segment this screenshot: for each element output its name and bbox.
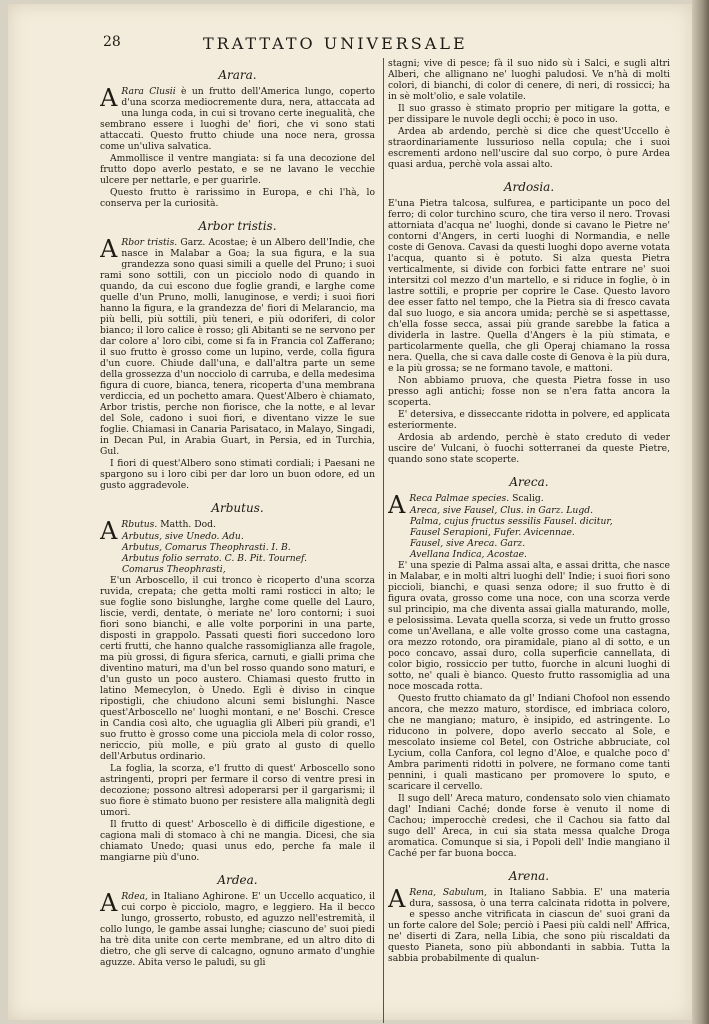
arbor-tristis-paragraph: I fiori di quest'Albero sono stimati cordiali; i Paesani ne spargono su i loro cibi per dar loro un buon odore, ed un gusto aggradevole. bbox=[100, 458, 375, 491]
entry-title-ardea: Ardea. bbox=[217, 873, 258, 887]
arbutus-synonym: Comarus Theophrasti, bbox=[122, 564, 226, 575]
arara-paragraph: Questo frutto è rarissimo in Europa, e chi l'hà, lo conserva per la curiosità. bbox=[100, 187, 375, 209]
left-column bbox=[100, 58, 375, 969]
entry-title-arbor-tristis: Arbor tristis. bbox=[198, 219, 277, 233]
entry-title-arara: Arara. bbox=[218, 68, 257, 82]
arara-paragraph: Ammollisce il ventre mangiata: si fa una decozione del frutto dopo averlo pestato, e se ne lavano le vecchie ulcere per nettarle, e per guarirle. bbox=[100, 153, 375, 186]
areca-synonym: Fausel Serapioni, Fufer. Avicennae. bbox=[410, 527, 575, 538]
arbutus-paragraph: Il frutto di quest' Arboscello è di difficile digestione, e cagiona mali di stomaco à chi ne mangia. Dicesi, che sia chiamato Unedo; quasi unus edo, perche fa male il mangiarne più d'uno. bbox=[100, 819, 375, 863]
ardea-continued-paragraph: Ardea ab ardendo, perchè si dice che quest'Uccello è straordinariamente lussurioso nella copula; che i suoi escrementi ardono nell'uscire dal suo corpo, ò pure Ardea quasi ardua, perchè vola assai alto. bbox=[388, 126, 670, 170]
drop-cap: A bbox=[388, 885, 406, 913]
entry-title-ardosia: Ardosia. bbox=[503, 180, 555, 194]
page-number: 28 bbox=[103, 34, 121, 50]
ardea-continued-paragraph: Il suo grasso è stimato proprio per mitigare la gotta, e per dissipare le nuvole degli occhi; è poco in uso. bbox=[388, 103, 670, 125]
areca-synonym: Areca, sive Fausel, Clus. in Garz. Lugd. bbox=[410, 505, 594, 516]
areca-synonym: Palma, cujus fructus sessilis Fausel. dicitur, bbox=[410, 516, 613, 527]
arbutus-paragraph: E'un Arboscello, il cui tronco è ricoperto d'una scorza ruvida, crepata; che getta molti rami rosticci in alto; le sue foglie sono bislunghe, larghe come quelle del Lauro, liscie, verdi, dentate, ò meriate ne' loro contorni; i suoi fiori sono bianchi, e alle volte porporini in una parte, disposti in grappolo. Passati questi fiori succedono loro certi frutti, che hanno qualche rassomiglianza alle fragole, ma più grossi, di figura sferica, carnuti, e gialli prima che diventino maturi, ma d'un bel rosso quando sono maturi, e d'un gusto un poco austero. Chiamasi questo frutto in latino Memecylon, ò Unedo. Egli è diviso in cinque ripostigli, che chiudono alcuni semi bislunghi. Nasce quest'Arboscello ne' luoghi montani, e ne' Boschi. Cresce in Candia così alto, che uguaglia gli Alberi più grandi, e'l suo frutto è grosso come una picciola mela di color rosso, nericcio, più molle, e più grato al gusto di quello dell'Arbutus ordinario. bbox=[100, 575, 375, 762]
ardosia-paragraph: Ardosia ab ardendo, perchè è stato creduto di veder uscire de' Vulcani, ò fuochi sotterranei da queste Pietre, quando sono state scoperte. bbox=[388, 432, 670, 465]
column-rule bbox=[383, 58, 384, 1023]
entry-title-arbutus: Arbutus. bbox=[211, 501, 264, 515]
arbutus-synonym: A Rbutus. Matth. Dod. bbox=[100, 517, 216, 545]
arbor-tristis-paragraph: A Rbor tristis. Garz. Acostae; è un Albero dell'Indie, che nasce in Malabar a Goa; la sua figura, e la sua grandezza sono quasi simili a quelle del Pruno; i suoi rami sono sottili, con un picciolo nodo di quando in quando, da cui escono due foglie grandi, e larghe come quelle d'un Pruno, molli, lanuginose, e verdi; i suoi fiori hanno la figura, e la grandezza de' fiori di Melarancio, ma più belli, più sottili, più teneri, e più odoriferi, di color bianco; il loro calice è rosso; gli Abitanti se ne servono per dar colore a' loro cibi, come si fa in Francia col Zafferano; il suo frutto è grosso come un lupino, verde, colla figura d'un cuore. Chiude dall'una, e dall'altra parte un seme della grossezza d'un nocciolo di carruba, e della medesima figura di cuore, bianca, tenera, ricoperta d'una membrana verdiccia, ed un pochetto amara. Quest'Albero è chiamato, Arbor tristis, perche non fiorisce, che la notte, e al levar del Sole, cadono i suoi fiori, e diventano vizze le sue foglie. Chiamasi in Canaria Parisataco, in Malayo, Singadi, in Decan Pul, in Arabia Guart, in Persia, ed in Turchia, Gul. bbox=[100, 235, 375, 457]
ardea-continued-paragraph: stagni; vive di pesce; fà il suo nido sù i Salci, e sugli altri Alberi, che allignano ne' luoghi paludosi. Ve n'hà di molti colori, di bianchi, di color di cenere, di neri, di rossicci; ha in sè molt'olio, e sale volatile. bbox=[388, 58, 670, 102]
areca-paragraph: Il sugo dell' Areca maturo, condensato solo vien chiamato dagl' Indiani Caché; donde forse è venuto il nome di Cachou; imperocchè credesi, che il Cachou sia fatto dal sugo dell' Areca, in cui sia stata messa qualche Droga aromatica. Comunque si sia, i Popoli dell' Indie mangiano il Caché per far buona bocca. bbox=[388, 793, 670, 859]
areca-paragraph: E' una spezie di Palma assai alta, e assai dritta, che nasce in Malabar, e in molti altri luoghi dell' Indie; i suoi fiori sono piccioli, bianchi, e quasi senza odore; il suo frutto è di figura ovata, grosso come una noce, con una scorza verde sul principio, ma che diventa assai gialla maturando, molle, e pelosissima. Levata quella scorza, si vede un frutto grosso come un'Avellana, e alle volte grosso come una castagna, ora mezzo rotondo, ora piramidale, piano al di sotto, e un poco concavo, assai duro, colla superficie cannellata, di color bigio, rossiccio per tutto, fuorche in alcuni luoghi di sotto, ne' quali è bianco. Questo frutto rassomiglia ad una noce moscada rotta. bbox=[388, 560, 670, 692]
ardea-paragraph: A Rdea, in Italiano Aghirone. E' un Uccello acquatico, il cui corpo è picciolo, magro, e leggiero. Ha il becco lungo, grosserto, robusto, ed aguzzo nell'estremità, il collo lungo, le gambe assai lunghe; ciascuno de' suoi piedi ha trè dita unite con certe membrane, ed un altro dito di dietro, che gli serve di calcagno, ognuno armato d'unghie aguzze. Abita verso le paludi, su gli bbox=[100, 889, 375, 968]
arena-paragraph: A Rena, Sabulum, in Italiano Sabbia. E' una materia dura, sassosa, ò una terra calcinata ridotta in polvere, e spesso anche vitrificata in ciascun de' suoi grani da un forte calore del Sole; perciò i Paesi più caldi nell' Affrica, ne' diserti di Zara, nella Libia, che sono più riscaldati da questo Pianeta, sono più abbondanti in sabbia. Tutta la sabbia probabilmente di qualun- bbox=[388, 885, 670, 964]
page-header bbox=[103, 34, 622, 54]
entry-title-areca: Areca. bbox=[509, 475, 549, 489]
drop-cap: A bbox=[100, 889, 118, 917]
drop-cap: A bbox=[100, 84, 118, 112]
arbutus-synonym: Arbutus, sive Unedo. Adu. bbox=[122, 531, 244, 542]
ardosia-paragraph: E'una Pietra talcosa, sulfurea, e participante un poco del ferro; di color turchino scuro, che tira verso il nero. Trovasi attorniata d'acqua ne' luoghi, donde si cavano le Pietre ne' contorni d'Angers, in certi luoghi di Normandia, e nelle coste di Genova. Cavasi da questi luoghi dopo averne votata l'acqua, quanto si è potuto. Si alza questa Pietra verticalmente, si divide con forbici fatte entrare ne' suoi intersitzi col mezzo d'un martello, e si riduce in foglie, ò in lastre sottili, e proprie per coprire le Case. Questo lavoro dee esser fatto nel tempo, che la Pietra sia di fresco cavata dal suo luogo, e sia ancora umida; perchè se si aspettasse, ch'ella fosse secca, assai più grande sarebbe la fatica a dividerla in lastre. Quella d'Angers è la più stimata, e particolarmente quella, che gli Operaj chiamano la rossa nera. Quella, che si cava dalle coste di Genova è la più dura, e la più grossa; se ne formano tavole, e mattoni. bbox=[388, 198, 670, 374]
areca-synonym: A Reca Palmae species. Scalig. bbox=[388, 491, 544, 519]
ardosia-paragraph: Non abbiamo pruova, che questa Pietra fosse in uso presso agli antichi; fosse non se n'era fatta ancora la scoperta. bbox=[388, 375, 670, 408]
areca-synonym: Fausel, sive Areca. Garz. bbox=[410, 538, 526, 549]
areca-synonym: Avellana Indica, Acostae. bbox=[410, 549, 527, 560]
right-column bbox=[388, 58, 670, 965]
areca-paragraph: Questo frutto chiamato da gl' Indiani Chofool non essendo ancora, che mezzo maturo, stordisce, ed imbriaca coloro, che ne mangiano; maturo, è insipido, ed astringente. Lo riducono in polvere, dopo averlo seccato al Sole, e mescolato insieme col Betel, con Ostriche abbruciate, col Lycium, colla Canfora, col legno d'Aloe, e qualche poco d' Ambra parimenti ridotti in polvere, ne formano come tanti pennini, i quali masticano per promovere lo sputo, e scaricare il cervello. bbox=[388, 693, 670, 792]
drop-cap: A bbox=[388, 491, 406, 519]
drop-cap: A bbox=[100, 517, 118, 545]
book-page bbox=[8, 4, 692, 1020]
arbutus-synonym: Arbutus folio serrato. C. B. Pit. Tournef. bbox=[122, 553, 308, 564]
arara-paragraph: A Rara Clusii è un frutto dell'America lungo, coperto d'una scorza mediocremente dura, nera, attaccata ad una lunga coda, in cui si trovano certe inegualità, che sembrano essere i luoghi de' fiori, che vi sono stati attaccati. Questo frutto chiude una noce nera, grossa come un'uliva salvatica. bbox=[100, 84, 375, 152]
drop-cap: A bbox=[100, 235, 118, 263]
ardosia-paragraph: E' detersiva, e disseccante ridotta in polvere, ed applicata esteriormente. bbox=[388, 409, 670, 431]
arbutus-synonym: Arbutus, Comarus Theophrasti. I. B. bbox=[122, 542, 291, 553]
book-spine-edge bbox=[692, 0, 709, 1024]
running-head: TRATTATO UNIVERSALE bbox=[203, 34, 468, 53]
arbutus-paragraph: La foglia, la scorza, e'l frutto di quest' Arboscello sono astringenti, propri per fermare il corso di ventre presi in decozione; possono altresì adoperarsi per il gargarismi; il suo fiore è stimato buono per resistere alla malignità degli umori. bbox=[100, 763, 375, 818]
entry-title-arena: Arena. bbox=[508, 869, 550, 883]
